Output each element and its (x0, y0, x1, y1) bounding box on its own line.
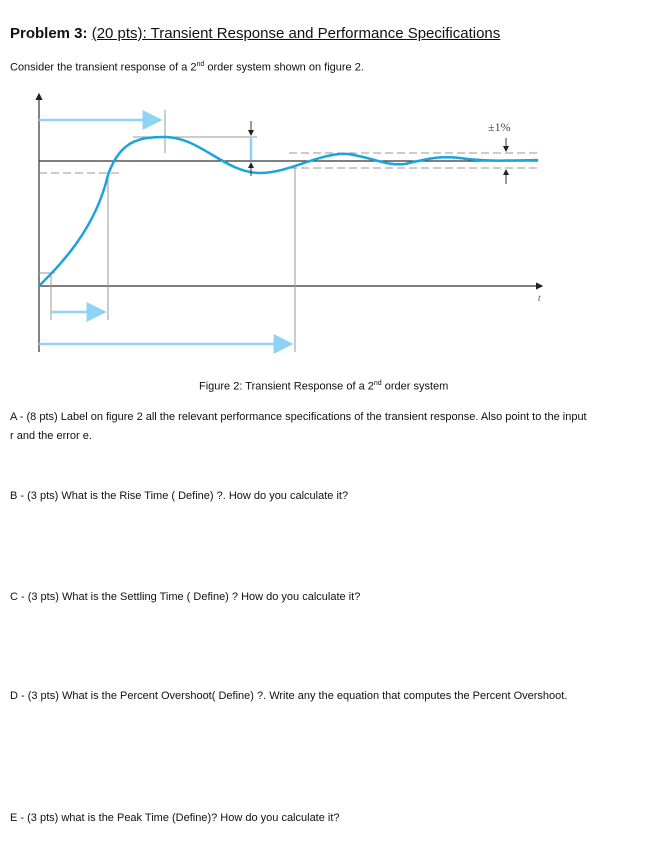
tolerance-label: ±1% (488, 120, 511, 134)
question-b: B - (3 pts) What is the Rise Time ( Define) ?. How do you calculate it? (10, 490, 349, 502)
intro-sup: nd (196, 61, 205, 68)
caption-sup: nd (373, 380, 382, 387)
caption-after: order system (381, 380, 449, 393)
question-d: D - (3 pts) What is the Percent Overshoot( Define) ?. Write any the equation that computes the Percent Overshoot. (10, 690, 568, 702)
problem-points: (20 pts) (91, 25, 143, 42)
intro-after: order system shown on figure 2. (204, 61, 364, 74)
guide-lines (39, 110, 538, 352)
question-c: C - (3 pts) What is the Settling Time ( Define) ? How do you calculate it? (10, 591, 361, 603)
transient-response-figure (0, 0, 666, 380)
question-a-cont: r and the error e. (10, 430, 92, 442)
question-a: A - (8 pts) Label on figure 2 all the relevant performance specifications of the transient response. Also point to the input (10, 411, 587, 423)
problem-label: Problem 3: (10, 25, 88, 42)
caption-before: Figure 2: Transient Response of a 2 (199, 380, 374, 393)
intro-before: Consider the transient response of a 2 (10, 61, 197, 74)
question-e: E - (3 pts) what is the Peak Time (Define)? How do you calculate it? (10, 812, 340, 824)
figure-caption (199, 380, 448, 393)
response-curve (39, 137, 538, 286)
problem-title: : Transient Response and Performance Specifications (142, 25, 501, 42)
t-axis-label: t (538, 293, 541, 303)
